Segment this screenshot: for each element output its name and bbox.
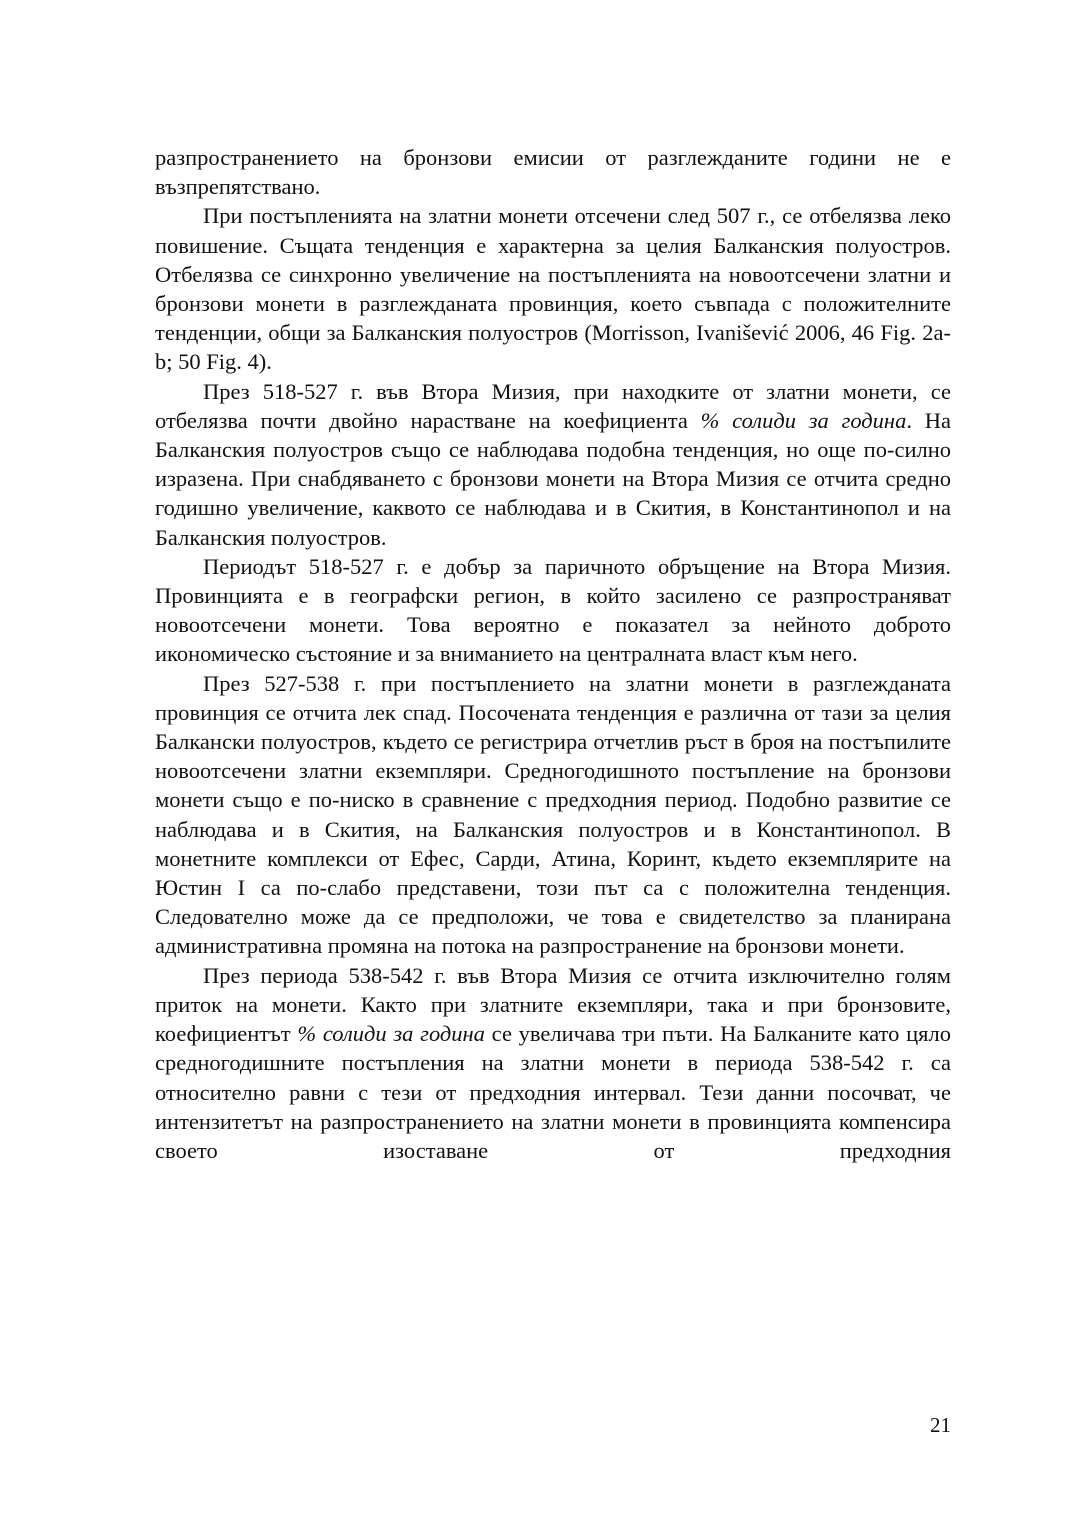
page-body xyxy=(155,143,951,1165)
italic-term: % солиди за година xyxy=(297,1021,485,1047)
paragraph-1 xyxy=(155,143,951,201)
italic-term: % солиди за година xyxy=(700,407,907,433)
paragraph-5 xyxy=(155,669,951,961)
text-segment: се увеличава три пъти. На Балканите като цяло средногодишните постъпления на златни монети в периода 538-542 г. са относително равни с тези от предходния интервал. Тези данни посочват, че интензитетът на разпространението на златни монети в провинцията компенсира своето изоставане от предходния xyxy=(155,1021,951,1163)
text-segment: Периодът 518-527 г. е добър за паричното обръщение на Втора Мизия. Провинцията е в географски регион, в който засилено се разпространяват новоотсечени монети. Това вероятно е показател за нейното доброто икономическо състояние и за вниманието на централната власт към него. xyxy=(155,553,951,667)
page-number: 21 xyxy=(930,1413,951,1437)
paragraph-3 xyxy=(155,377,951,552)
paragraph-6 xyxy=(155,961,951,1165)
text-segment: През периода 538-542 г. във Втора Мизия се отчита изключително голям приток на монети. Както при златните екземпляри, така и при бронзовите, коефициентът xyxy=(155,962,951,1047)
text-segment: . На Балканския полуостров също се наблюдава подобна тенденция, но още по-силно изразена. При снабдяването с бронзови монети на Втора Мизия се отчита средно годишно увеличение, каквото се наблюдава и в Скития, в Константинопол и на Балканския полуостров. xyxy=(155,407,951,550)
text-segment: разпространението на бронзови емисии от разглежданите години не е възпрепятствано. xyxy=(155,145,951,200)
text-segment: При постъпленията на златни монети отсечени след 507 г., се отбелязва леко повишение. Същата тенденция е характерна за целия Балканския полуостров. Отбелязва се синхронно увеличение на постъпленията на новоотсечени златни и бронзови монети в разглежданата провинция, което съвпада с положителните тенденции, общи за Балканския полуостров (Morrisson, Ivanišević 2006, 46 Fig. 2a-b; 50 Fig. 4). xyxy=(155,203,951,375)
text-segment: През 527-538 г. при постъплението на златни монети в разглежданата провинция се отчита лек спад. Посочената тенденция е различна от тази за целия Балкански полуостров, където се регистрира отчетлив ръст в броя на постъпилите новоотсечени златни екземпляри. Средногодишното постъпление на бронзови монети също е по-ниско в сравнение с предходния период. Подобно развитие се наблюдава и в Скития, на Балканския полуостров и в Константинопол. В монетните комплекси от Ефес, Сарди, Атина, Коринт, където екземплярите на Юстин I са по-слабо представени, този път са с положителна тенденция. Следователно може да се предположи, че това е свидетелство за планирана административна промяна на потока на разпространение на бронзови монети. xyxy=(155,670,951,959)
paragraph-4 xyxy=(155,552,951,669)
paragraph-2 xyxy=(155,201,951,376)
text-segment: През 518-527 г. във Втора Мизия, при находките от златни монети, се отбелязва почти двойно нарастване на коефициента xyxy=(155,378,951,433)
